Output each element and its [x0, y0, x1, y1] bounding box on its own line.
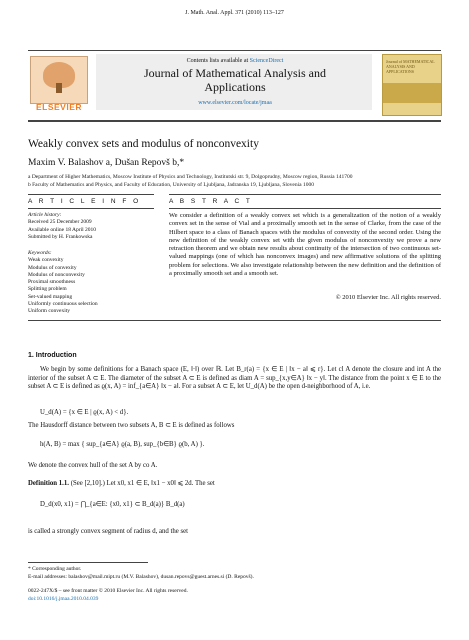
definition-1-1: Definition 1.1. (See [2,10].) Let x0, x1 ∈ E, ‖x1 − x0‖ ⩽ 2d. The set: [28, 480, 215, 487]
journal-citation: J. Math. Anal. Appl. 371 (2010) 113–127: [185, 10, 284, 16]
keyword: Set-valued mapping: [28, 293, 73, 300]
keyword: Weak convexity: [28, 257, 64, 264]
journal-title: Journal of Mathematical Analysis and Applications: [144, 66, 326, 94]
article-info-heading: A R T I C L E I N F O: [28, 198, 141, 205]
info-rule-top: [28, 194, 154, 195]
front-matter-rule: [28, 320, 441, 321]
section-heading-introduction: 1. Introduction: [28, 352, 77, 359]
equation-hausdorff: h(A, B) = max { sup_{a∈A} ϱ(a, B), sup_{b∈B} ϱ(b, A) }.: [40, 441, 205, 448]
sciencedirect-link[interactable]: ScienceDirect: [249, 58, 284, 64]
abstract-rule-mid: [169, 208, 441, 209]
article-history: Article history: Received 25 December 2009 Available online 18 April 2010 Submitted by H. Frankowska: [28, 212, 97, 240]
elsevier-tree-logo: [30, 56, 88, 104]
author-list: Maxim V. Balashov a, Dušan Repovš b,*: [28, 158, 185, 168]
homepage-link[interactable]: www.elsevier.com/locate/jmaa: [198, 100, 272, 106]
keyword: Modulus of convexity: [28, 264, 77, 271]
keyword: Uniformly continuous selection: [28, 301, 98, 308]
keyword: Proximal smoothness: [28, 279, 76, 286]
keyword: Uniform convexity: [28, 308, 71, 315]
equation-neighborhood: U_d(A) = {x ∈ E | ϱ(x, A) < d}.: [40, 409, 129, 416]
journal-cover-image: Journal of MATHEMATICAL ANALYSIS AND APPLICATIONS: [382, 54, 442, 116]
abstract-rule-top: [169, 194, 441, 195]
abstract-heading: A B S T R A C T: [169, 198, 253, 205]
keywords-block: Keywords: Weak convexity Modulus of convexity Modulus of nonconvexity Proximal smoothness Splitting problem Set-valued mapping Uniformly continuous selection Uniform convexity: [28, 250, 148, 316]
issn-line: 0022-247X/$ – see front matter © 2010 Elsevier Inc. All rights reserved.: [28, 588, 188, 594]
keyword: Splitting problem: [28, 286, 67, 293]
info-rule-mid: [28, 208, 154, 209]
header-rule-bottom: [28, 120, 441, 122]
elsevier-wordmark: ELSEVIER: [35, 102, 83, 112]
intro-paragraph-2: The Hausdorff distance between two subsets A, B ⊂ E is defined as follows: [28, 422, 235, 429]
intro-paragraph-4: is called a strongly convex segment of radius d, and the set: [28, 528, 189, 535]
footnote-corresponding: * Corresponding author.: [28, 566, 82, 572]
abstract-text: We consider a definition of a weakly convex set which is a generalization of the notion of a weakly convex set in the sense of Vial and a proximally smooth set in the sense of Clarke, from the case of the Hilbert space to a class of Banach spaces with the modulus of convexity of the second order. Using the new definition of the weakly convex set with the given modulus of nonconvexity we prove a new retraction theorem and we obtain new results about continuity of the intersection of two continuous set-valued mappings (one of which has nonconvex images) and new affirmative solutions of the splitting problem for selections. We also investigate relationship between the new definition and the definition of a proximally smooth set and a smooth set.: [169, 212, 441, 278]
affiliation-b: b Faculty of Mathematics and Physics, and Faculty of Education, University of Ljubljana, Jadranska 19, Ljubljana, Slovenia 1000: [28, 182, 314, 188]
intro-paragraph-3: We denote the convex hull of the set A by co A.: [28, 462, 158, 469]
copyright-notice: © 2010 Elsevier Inc. All rights reserved.: [335, 294, 441, 301]
doi-link[interactable]: doi:10.1016/j.jmaa.2010.04.039: [28, 596, 99, 602]
intro-paragraph-1: We begin by some definitions for a Banach space (E, ‖·‖) over ℝ. Let B_r(a) = {x ∈ E | ‖x − a‖ ⩽ r}. Let cl A denote the closure and int A the interior of the subset A ⊂ E. The diameter of the subset A ⊂ E is defined as diam A = sup_{x,y∈A} ‖x − y‖. The distance from the point x ∈ E to the subset A ⊂ E is defined as ϱ(x, A) = inf_{a∈A} ‖x − a‖. For a subset A ⊂ E, let U_d(A) be the open d-neighborhood of A, i.e.: [28, 366, 441, 391]
header-rule-top: [28, 50, 441, 51]
footnote-emails: E-mail addresses: balashov@mail.mipt.ru (M.V. Balashov), dusan.repovs@guest.arnes.si (D. Repovš).: [28, 574, 254, 580]
keyword: Modulus of nonconvexity: [28, 271, 85, 278]
article-title: Weakly convex sets and modulus of nonconvexity: [28, 138, 259, 150]
equation-strong-segment: D_d(x0, x1) = ⋂_{a∈E: {x0, x1} ⊂ B_d(a)} B_d(a): [40, 501, 185, 508]
footnote-rule: [28, 562, 148, 563]
contents-line: Contents lists available at ScienceDirect: [186, 58, 284, 64]
affiliation-a: a Department of Higher Mathematics, Moscow Institute of Physics and Technology, Institutski str. 9, Dolgoprudny, Moscow region, Russia 141700: [28, 174, 353, 180]
definition-label: Definition 1.1.: [28, 480, 69, 487]
journal-homepage: [104, 100, 366, 106]
